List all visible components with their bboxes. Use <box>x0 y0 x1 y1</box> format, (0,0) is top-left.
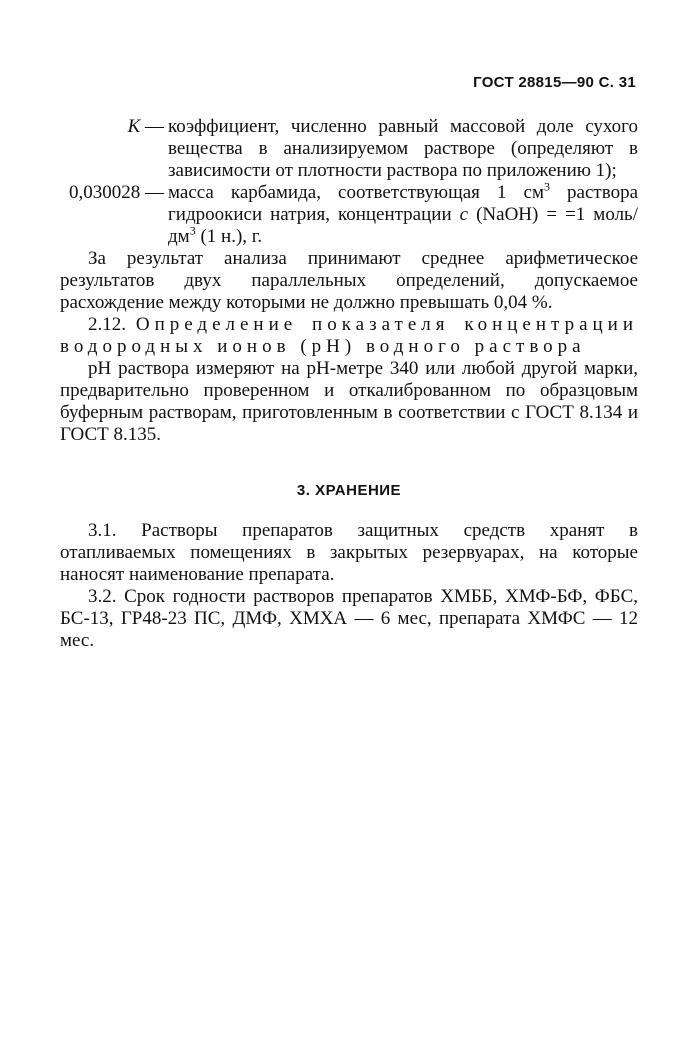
storage-item-3-1: 3.1. Растворы препаратов защитных средств хранят в отапливаемых помещениях в закрытых резервуарах, на которые наносят наименование препарата. <box>60 520 638 585</box>
superscript: 3 <box>189 223 196 238</box>
definition-symbol: 0,030028 <box>69 182 141 203</box>
italic-symbol: c <box>459 204 469 225</box>
definition-dash: — <box>140 116 164 137</box>
running-header: ГОСТ 28815—90 С. 31 <box>473 74 636 91</box>
definition-term <box>60 182 168 204</box>
definition-text <box>168 179 638 248</box>
definition-k <box>60 116 638 182</box>
ph-paragraph: pH раствора измеряют на pH-метре 340 или любой другой марки, предварительно проверенном и откалиброванном по образцовым буферным растворам, приготовленным в соответствии с ГОСТ 8.134 и ГОСТ 8.135. <box>60 358 638 445</box>
definition-text-part: (NaOH) = =1 моль/дм <box>168 204 638 247</box>
superscript: 3 <box>543 179 550 194</box>
definition-term <box>60 116 168 138</box>
section-title-storage: 3. ХРАНЕНИЕ <box>296 482 402 499</box>
definition-text-part: (1 н.), г. <box>195 226 263 247</box>
subsection-number: 2.12. <box>88 314 126 335</box>
definition-text-part: масса карбамида, соответствующая 1 см <box>168 182 544 203</box>
subsection-title: Определение показателя концентрации водородных ионов (pH) водного раствора <box>60 314 638 357</box>
storage-item-3-2: 3.2. Срок годности растворов препаратов ХМББ, ХМФ-БФ, ФБС, БС-13, ГР48-23 ПС, ДМФ, ХМХА — 6 мес, препарата ХМФС — 12 мес. <box>60 586 638 651</box>
page-content <box>60 116 638 652</box>
definition-carbamide-mass <box>60 179 638 248</box>
definition-text-part: раствора гидроокиси натрия, концентрации <box>168 182 638 225</box>
definition-dash: — <box>140 182 164 203</box>
result-paragraph: За результат анализа принимают среднее арифметическое результатов двух параллельных определений, допускаемое расхождение между которыми не должно превышать 0,04 %. <box>60 248 638 313</box>
definition-text: коэффициент, численно равный массовой доле сухого вещества в анализируемом растворе (определяют в зависимости от плотности раствора по приложению 1); <box>168 116 638 181</box>
definition-symbol: K <box>127 116 141 137</box>
subsection-heading-2-12 <box>60 314 638 358</box>
